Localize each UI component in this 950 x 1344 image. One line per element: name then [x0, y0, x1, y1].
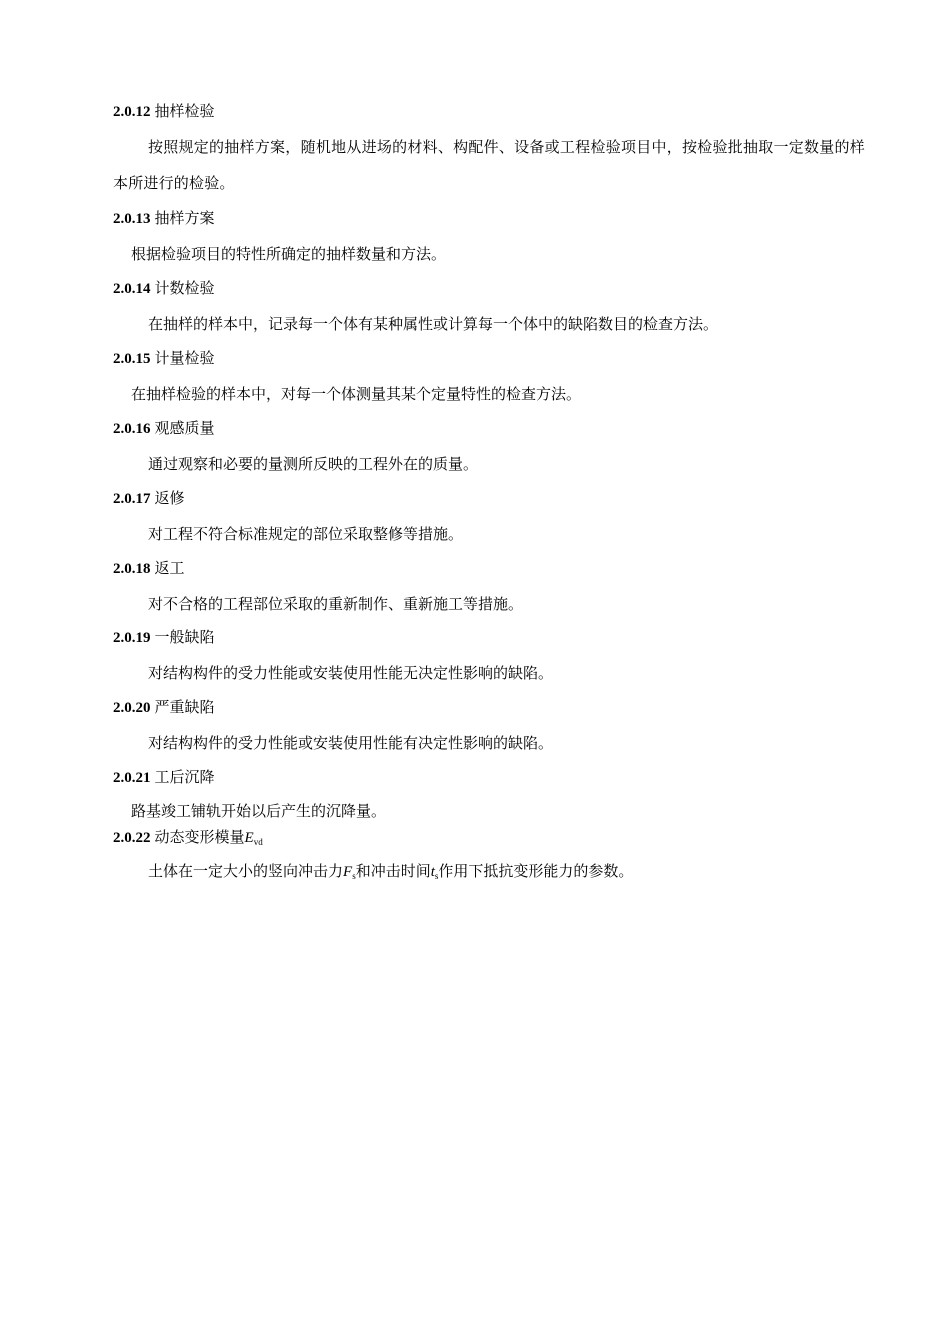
term-number: 2.0.21 [113, 770, 151, 786]
term-number: 2.0.12 [113, 104, 151, 120]
term-definition: 对不合格的工程部位采取的重新制作、重新施工等措施。 [148, 597, 524, 613]
term-heading [113, 628, 215, 648]
term-name: 计数检验 [154, 281, 215, 297]
term-heading [113, 698, 215, 718]
symbol-f: F [343, 864, 353, 880]
term-heading [113, 349, 215, 369]
term-number: 2.0.19 [113, 630, 151, 646]
term-definition: 对工程不符合标准规定的部位采取整修等措施。 [148, 527, 464, 543]
term-definition: 按照规定的抽样方案，随机地从进场的材料、构配件、设备或工程检验项目中，按检验批抽取一定数量的样本所进行的检验。 [113, 140, 865, 192]
term-definition: 路基竣工铺轨开始以后产生的沉降量。 [131, 804, 387, 820]
term-number: 2.0.17 [113, 491, 151, 507]
symbol-subscript: s [352, 871, 356, 881]
term-number: 2.0.14 [113, 281, 151, 297]
term-heading [113, 768, 215, 788]
term-name: 观感质量 [154, 421, 215, 437]
term-heading [113, 279, 215, 299]
symbol-subscript: s [434, 871, 439, 881]
term-name: 严重缺陷 [154, 700, 215, 716]
term-number: 2.0.13 [113, 211, 151, 227]
term-definition: 对结构构件的受力性能或安装使用性能有决定性影响的缺陷。 [148, 736, 554, 752]
term-definition: 对结构构件的受力性能或安装使用性能无决定性影响的缺陷。 [148, 666, 554, 682]
term-name: 抽样检验 [154, 104, 215, 120]
term-number: 2.0.20 [113, 700, 151, 716]
term-definition: 通过观察和必要的量测所反映的工程外在的质量。 [148, 457, 479, 473]
term-name: 动态变形模量 [154, 830, 245, 846]
definition-text: 和冲击时间 [355, 864, 431, 880]
term-heading [113, 419, 215, 439]
term-number: 2.0.16 [113, 421, 151, 437]
term-name: 一般缺陷 [154, 630, 215, 646]
term-heading [113, 828, 263, 852]
term-number: 2.0.22 [113, 830, 151, 846]
term-name: 工后沉降 [154, 770, 215, 786]
term-name: 计量检验 [154, 351, 215, 367]
term-name: 抽样方案 [154, 211, 215, 227]
term-heading [113, 559, 185, 579]
term-definition: 根据检验项目的特性所确定的抽样数量和方法。 [131, 247, 447, 263]
term-definition: 在抽样的样本中，记录每一个体有某种属性或计算每一个体中的缺陷数目的检查方法。 [148, 317, 719, 333]
symbol-e: E [244, 830, 254, 846]
term-name: 返修 [154, 491, 185, 507]
term-number: 2.0.15 [113, 351, 151, 367]
symbol-subscript: vd [253, 837, 263, 847]
term-name: 返工 [154, 561, 185, 577]
symbol-t: t [430, 864, 435, 880]
term-definition [148, 862, 633, 886]
term-heading [113, 489, 185, 509]
term-definition: 在抽样检验的样本中，对每一个体测量其某个定量特性的检查方法。 [131, 387, 582, 403]
definition-text: 土体在一定大小的竖向冲击力 [148, 864, 344, 880]
definition-text: 作用下抵抗变形能力的参数。 [438, 864, 634, 880]
term-heading [113, 209, 215, 229]
term-heading [113, 102, 215, 122]
term-number: 2.0.18 [113, 561, 151, 577]
